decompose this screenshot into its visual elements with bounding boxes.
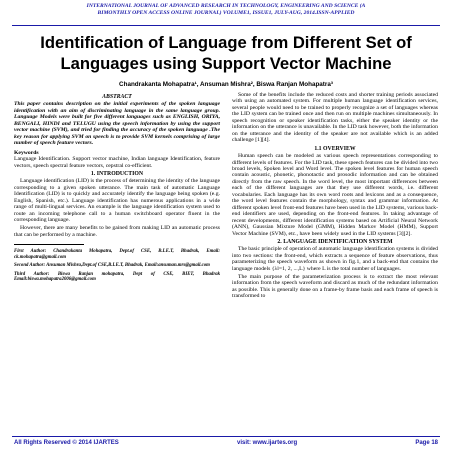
copyright-text: All Rights Reserved © 2014 IJARTES <box>14 440 119 446</box>
keywords-text: Language Identification. Support vector machine, Indian language Identification, feature vectors, speech spectral feature vectors, cepstral co-efficient. <box>14 156 220 169</box>
intro-paragraph-2: However, there are many benefits to be gained from making LID an automatic process that can be performed by a machine. <box>14 225 220 238</box>
affiliation-2: Second Author: Ansuman Mishra,Dept.of CSE,B.I.E.T, Bhadrak, Email:ansuman.mrs@gmail.com <box>14 263 210 269</box>
footer-rule <box>12 436 440 437</box>
journal-header <box>12 3 440 17</box>
right-column <box>232 92 438 301</box>
abstract-text: This paper contains description on the initial experiments of the spoken language identification with an aim of discriminating language in the same language group. Language Models were built for five different languages such as ENGLISH, ORIYA, BENGALI, HINDI and TELUGU using the speech information by using the support vector machine (SVM), and tried for finding the accuracy of the spoken language .The key reason for applying SVM on speech is to provide SVM kernels comprising of large number of speech feature vectors. <box>14 101 220 147</box>
author-affiliations <box>14 249 220 283</box>
intro-heading: 1. INTRODUCTION <box>90 170 144 177</box>
website-link[interactable]: visit: www.ijartes.org <box>236 440 298 446</box>
affiliation-3: Third Author: Biswa Ranjan mohapatra, Dept of CSE, BIET, Bhadrak Email:biswa.mohapatra2006@gmail.com <box>14 271 220 283</box>
intro-paragraph-1: Language identification (LID) is the process of determining the identity of the language corresponding to a given spoken utterance. The main task of automatic Language Identification (LID) is to quickly and accurately identify the language being spoken (e.g. English, Spanish, etc.). Language identification has numerous applications in a wide range of multi-lingual services. An example is the language identification system used to route an incoming telephone call to a human switchboard operator fluent in the corresponding language. <box>14 178 220 224</box>
keywords-heading: Keywords <box>14 149 39 156</box>
journal-line-2: BIMONTHLY OPEN ACCESS ONLINE JOURNAL) VOLUME1, ISSUE1, JULY-AUG, 2014.ISSN-APPLIED <box>97 10 355 16</box>
page-number: Page 18 <box>415 440 438 446</box>
header-rule <box>12 25 440 26</box>
benefits-paragraph: Some of the benefits include the reduced costs and shorter training periods associated with using an automated system. For multiple human language identification services, several people would need to be trained to properly recognize a set of languages whereas the LID system can be trained once and then run on multiple machines simultaneously. In speech recognition or speaker identification tasks, either the speaker identity or the information on the utterance is unavailable. In the LID task however, both the information on the utterance and the identity of the speaker are not available which is an added challenge [1][4]. <box>232 92 438 144</box>
overview-heading: 1.1 OVERVIEW <box>314 145 356 152</box>
overview-paragraph: Human speech can be modeled as various speech representations corresponding to different levels of features. For the LID task, these speech features can be divided into two broad levels, Spoken level and Word level. The spoken level features for human speech contain acoustic, phonetic, phonotactic and prosodic information and can be obtained directly from the raw speech. In the word level, the most important differences between each of the different languages are that they use different words, i.e. different vocabularies. Each language has its own word roots and lexicons and as a consequence, the word level features contain the morphology, syntax and grammar information. At different spoken level front-end features have been used in the LID systems, various back-end identifiers are used, depending on the front-end features. In taking advantage of recent developments, different identification systems based on Artificial Neural Network (ANN), Gaussian Mixture Model (GMM), Hidden Markov Model (HMM), Support Vector Machine (SVM), etc., have been widely used in the LID systems [3][2]. <box>232 153 438 237</box>
system-paragraph-1: The basic principle of operation of automatic language identification systems is divided into two sections: the front-end, which extracts a sequence of feature observations, thus parameterizing the speech waveform as shown in fig.1, and a back-end that contains the language models {λl=1, 2, ...,L} where L is the total number of languages. <box>232 246 438 272</box>
system-heading: 2. LANGUAGE IDENTIFICATION SYSTEM <box>277 238 393 245</box>
abstract-heading: ABSTRACT <box>102 94 132 100</box>
journal-line-1: INTERNATIONAL JOURNAL OF ADVANCED RESEARCH IN TECHNOLOGY, ENGINEERING AND SCIENCE (A <box>86 3 366 9</box>
system-paragraph-2: The main purpose of the parameterization process is to extract the most relevant information from the speech waveform and discard as much of the redundant information as possible. This is generally done on a frame-by frame basis and each frame of speech is transformed to <box>232 273 438 300</box>
paper-authors: Chandrakanta Mohapatra¹, Ansuman Mishra², Biswa Ranjan Mohapatra³ <box>119 81 333 88</box>
abstract-body <box>14 101 220 146</box>
page-footer <box>14 440 438 446</box>
affiliation-1: First Author: Chandrakanta Mohapatra, Dept.of CSE, B.I.E.T, Bhadrak, Email: ck.mohapatra@gmail.com <box>14 249 220 260</box>
footnote-rule <box>14 244 84 245</box>
left-column <box>14 92 220 286</box>
paper-title: Identification of Language from Different Set of Languages using Support Vector Machine <box>40 33 412 73</box>
